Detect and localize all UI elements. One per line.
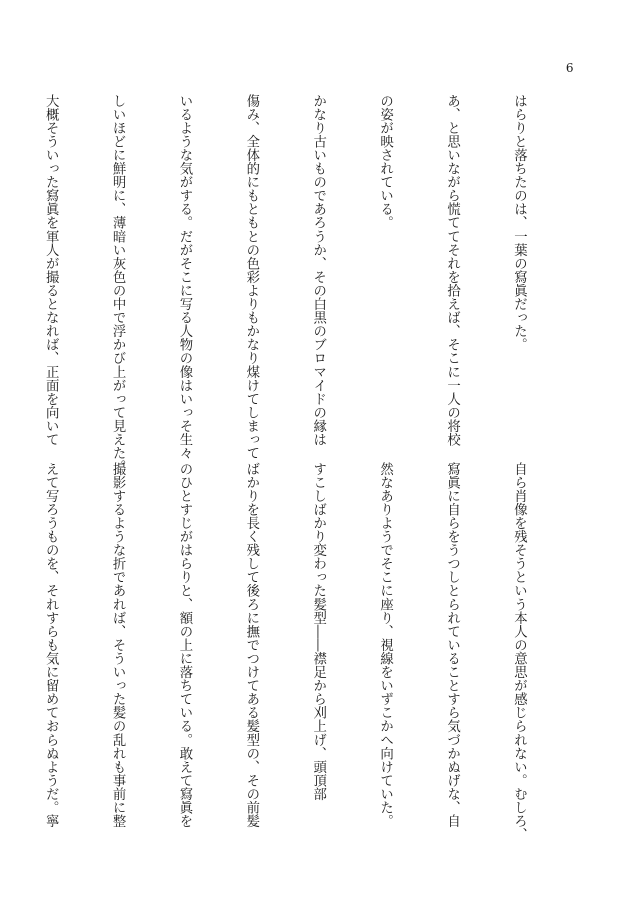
text-line: あ、と思いながら慌ててそれを拾えば、そこに一人の将校 xyxy=(444,94,460,447)
text-line: 然なありようでそこに座り、視線をいずこかへ向けていた。 xyxy=(377,462,393,828)
text-line: えて写ろうものを、それすらも気に留めておらぬようだ。寧 xyxy=(43,462,59,828)
text-line: はらりと落ちたのは、一葉の寫眞だった。 xyxy=(511,94,527,352)
text-line: いるような気がする。だがそこに写る人物の像はいっそ生々 xyxy=(176,94,192,460)
upper-text-block xyxy=(43,94,574,474)
text-line: 自ら肖像を残そうという本人の意思が感じられない。むしろ、 xyxy=(511,462,527,842)
text-line: のひとすじがはらりと、額の上に落ちている。敢えて寫眞を xyxy=(176,462,192,828)
page-number: 6 xyxy=(565,61,574,75)
text-line: 寫眞に自らをうつしとられていることすら気づかぬげな、自 xyxy=(444,462,460,828)
lower-text-block xyxy=(43,462,574,842)
text-line: 大概そういった寫眞を軍人が撮るとなれば、正面を向いて xyxy=(43,94,59,447)
text-line: すこしばかり変わった髪型――襟足から刈上げ、頭頂部 xyxy=(310,462,326,801)
text-line: ばかりを長く残して後ろに撫でつけてある髪型の、その前髪 xyxy=(243,462,259,828)
text-line: 撮影するような折であれば、そういった髪の乱れも事前に整 xyxy=(110,462,126,828)
text-line: しいほどに鮮明に、薄暗い灰色の中で浮かび上がって見えた。 xyxy=(110,94,126,474)
text-line: かなり古いものであろうか、その白黒のブロマイドの縁は xyxy=(310,94,326,447)
text-line: 傷み、全体的にもともとの色彩よりもかなり煤けてしまって xyxy=(243,94,259,460)
text-line: の姿が映されている。 xyxy=(377,94,393,230)
